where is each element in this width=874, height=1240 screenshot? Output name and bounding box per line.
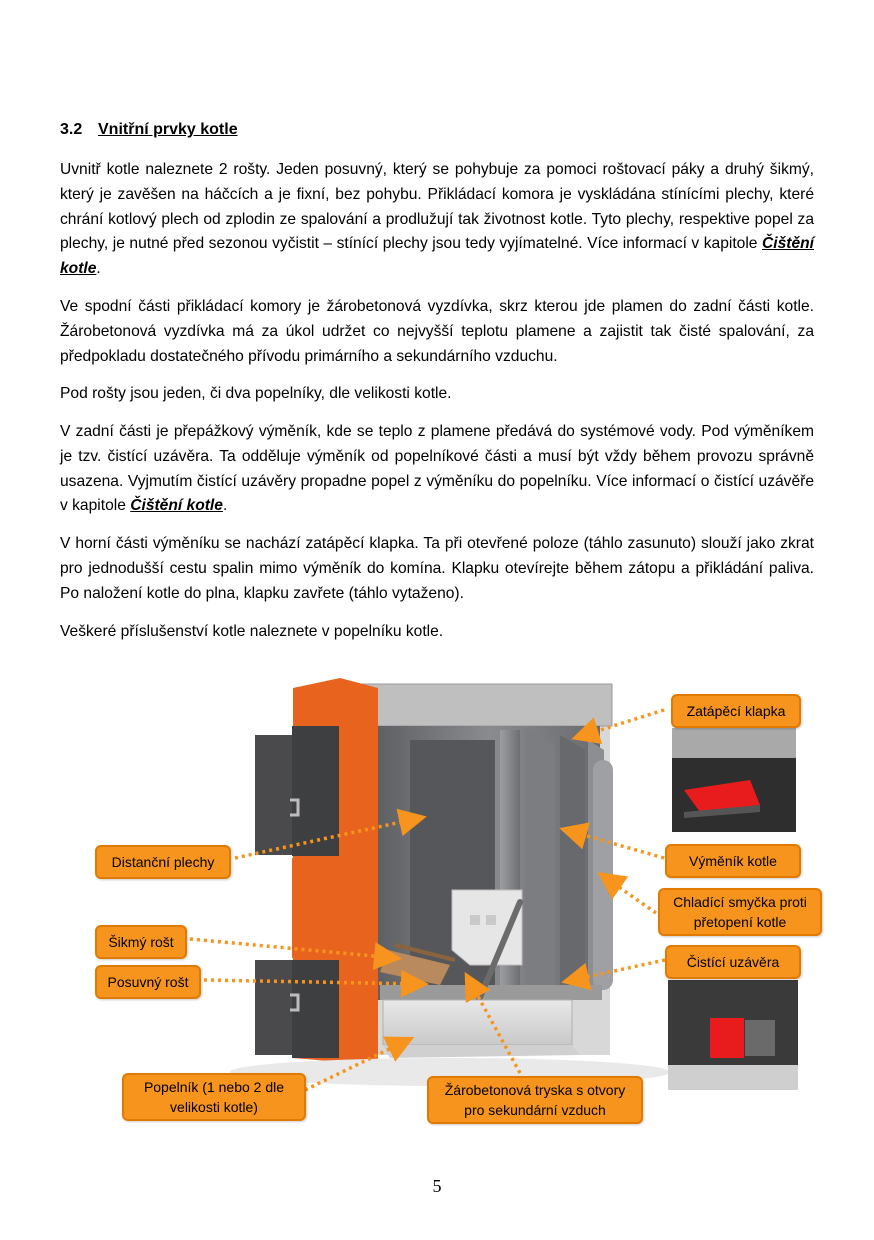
section-heading — [60, 121, 238, 139]
section-number: 3.2 — [60, 121, 83, 138]
page-number: 5 — [432, 1176, 442, 1196]
inset-zatapeci-klapka — [672, 728, 796, 832]
paragraph-3: Pod rošty jsou jeden, či dva popelníky, dle velikosti kotle. — [60, 385, 452, 402]
paragraph-2: Ve spodní části přikládací komory je žárobetonová vyzdívka, skrz kterou jde plamen do zadní části kotle. Žárobetonová vyzdívka má za úkol udržet co nejvyšší teplotu plamene a zajistit tak čisté spalování, za předpokladu dostatečného přívodu primárního a sekundárního vzduchu. — [60, 298, 814, 365]
label-zatapeci-klapka: Zatápěcí klapka — [671, 694, 801, 728]
link-cisteni-kotle[interactable]: Čištění kotle — [60, 235, 814, 278]
label-vymenik-kotle: Výměník kotle — [665, 844, 801, 878]
label-popelnik: Popelník (1 nebo 2 dle velikosti kotle) — [122, 1073, 306, 1121]
label-chladici-smycka: Chladící smyčka proti přetopení kotle — [658, 888, 822, 936]
label-cistici-uzavera: Čistící uzávěra — [665, 945, 801, 979]
label-posuvny-rost: Posuvný rošt — [95, 965, 201, 999]
paragraph-4: V zadní části je přepážkový výměník, kde se teplo z plamene předává do systémové vody. Pod výměníkem je tzv. čistící uzávěra. Ta odděluje výměník od popelníkové části a musí být vždy během provozu správně usazena. Vyjmutím čistící uzávěry propadne popel z výměníku do popelníku. Více informací o čistící uzávěře v kapitole Čištění kotle. — [60, 423, 814, 515]
section-title: Vnitřní prvky kotle — [98, 121, 238, 138]
label-tryska: Žárobetonová tryska s otvory pro sekundární vzduch — [427, 1076, 643, 1124]
inset-cistici-uzavera — [668, 980, 798, 1090]
paragraph-6: Veškeré příslušenství kotle naleznete v popelníku kotle. — [60, 623, 444, 640]
label-sikmy-rost: Šikmý rošt — [95, 925, 187, 959]
paragraph-5: V horní části výměníku se nachází zatápěcí klapka. Ta při otevřené poloze (táhlo zasunuto) slouží jako zkrat pro jednodušší cestu spalin mimo výměník do komína. Klapku otevírejte během zátopu a přikládání paliva. Po naložení kotle do plna, klapku zavřete (táhlo vytaženo). — [60, 535, 814, 602]
link-cisteni-kotle-2[interactable]: Čištění kotle — [130, 497, 223, 515]
label-distancni-plechy: Distanční plechy — [95, 845, 231, 879]
paragraph-1: Uvnitř kotle naleznete 2 rošty. Jeden posuvný, který se pohybuje za pomoci roštovací páky a druhý šikmý, který je zavěšen na háčcích a je fixní, bez pohybu. Přikládací komora je vyskládána stínícími plechy, které chrání kotlový plech od zplodin ze spalování a prodlužují tak životnost kotle. Tyto plechy, respektive popel za plechy, je nutné před sezonou vyčistit – stínící plechy jsou tedy vyjímatelné. Více informací v kapitole Čištění kotle. — [60, 161, 814, 278]
